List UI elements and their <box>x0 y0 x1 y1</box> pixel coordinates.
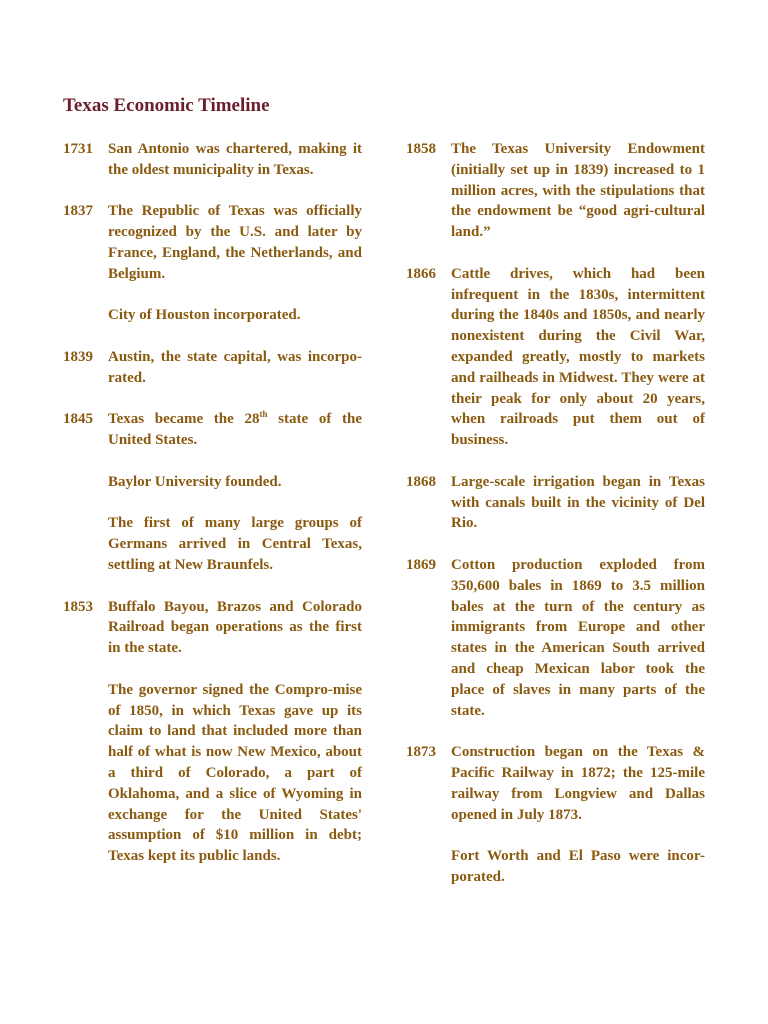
event-paragraph: The first of many large groups of Germans arrived in Central Texas, settling at New Braunfels. <box>108 515 362 573</box>
timeline-event <box>451 472 705 555</box>
timeline-event <box>108 347 362 409</box>
event-paragraph: Baylor University founded. <box>108 473 282 490</box>
timeline-event <box>108 409 362 596</box>
timeline-column-right <box>406 139 705 908</box>
event-paragraph: Austin, the state capital, was incorpo-rated. <box>108 348 362 386</box>
event-paragraph: City of Houston incorporated. <box>108 307 301 324</box>
timeline-entry <box>406 555 705 742</box>
event-paragraph <box>108 409 362 451</box>
event-paragraph: Construction began on the Texas & Pacific Railway in 1872; the 125-mile railway from Longview and Dallas opened in July 1873. <box>451 744 705 823</box>
timeline-column-left <box>63 139 362 888</box>
event-text: Texas became the 28 <box>108 411 260 428</box>
event-paragraph: San Antonio was chartered, making it the oldest municipality in Texas. <box>108 141 362 178</box>
event-paragraph: Cattle drives, which had been infrequent in the 1830s, intermittent during the 1840s and 1850s, and nearly nonexistent during the Civil War, expanded greatly, mostly to markets and railheads in Midwest. They were at their peak for only about 20 years, when railroads put them out of business. <box>451 265 705 449</box>
timeline-year: 1731 <box>63 141 93 157</box>
event-paragraph: The Texas University Endowment (initially set up in 1839) increased to 1 million acres, with the stipulations that the endowment be “good agri-cultural land.” <box>451 141 705 241</box>
timeline-entry <box>63 139 362 201</box>
event-paragraph: Cotton production exploded from 350,600 bales in 1869 to 3.5 million bales at the turn of the century as immigrants from Europe and other states in the American South arrived and cheap Mexican labor took the place of slaves in many parts of the state. <box>451 556 705 719</box>
timeline-event <box>108 597 362 888</box>
timeline-year: 1853 <box>63 598 93 615</box>
timeline-entry <box>63 409 362 596</box>
event-paragraph: The governor signed the Compro-mise of 1850, in which Texas gave up its claim to land that included more than half of what is now New Mexico, about a third of Colorado, a part of Oklahoma, and a slice of Wyoming in exchange for the United States' assumption of $10 million in debt; Texas kept its public lands. <box>108 681 362 865</box>
timeline-event <box>451 742 705 908</box>
timeline-year: 1868 <box>406 473 436 490</box>
timeline-year: 1837 <box>63 203 93 220</box>
event-paragraph: Fort Worth and El Paso were incor-porated. <box>451 848 705 885</box>
timeline-year: 1858 <box>406 141 436 157</box>
timeline-event <box>108 201 362 347</box>
ordinal-superscript: th <box>259 409 268 420</box>
timeline-year: 1866 <box>406 265 436 282</box>
timeline-entry <box>406 139 705 264</box>
timeline-year: 1869 <box>406 556 436 573</box>
timeline-event <box>451 555 705 742</box>
event-paragraph: The Republic of Texas was officially recognized by the U.S. and later by France, England, the Netherlands, and Belgium. <box>108 203 362 282</box>
timeline-year: 1873 <box>406 744 436 761</box>
event-paragraph: Large-scale irrigation began in Texas with canals built in the vicinity of Del Rio. <box>451 473 705 532</box>
timeline-event <box>451 264 705 472</box>
timeline-entry <box>63 347 362 409</box>
timeline-year: 1839 <box>63 348 93 365</box>
page-title: Texas Economic Timeline <box>63 95 270 116</box>
timeline-entry <box>406 742 705 908</box>
timeline-year: 1845 <box>63 411 93 428</box>
timeline-event <box>108 139 362 201</box>
timeline-entry <box>63 597 362 888</box>
timeline-entry <box>63 201 362 347</box>
event-paragraph: Buffalo Bayou, Brazos and Colorado Railroad began operations as the first in the state. <box>108 598 362 657</box>
timeline-entry <box>406 472 705 555</box>
timeline-event <box>451 139 705 264</box>
event-text: state of the United States. <box>108 411 362 449</box>
timeline-entry <box>406 264 705 472</box>
